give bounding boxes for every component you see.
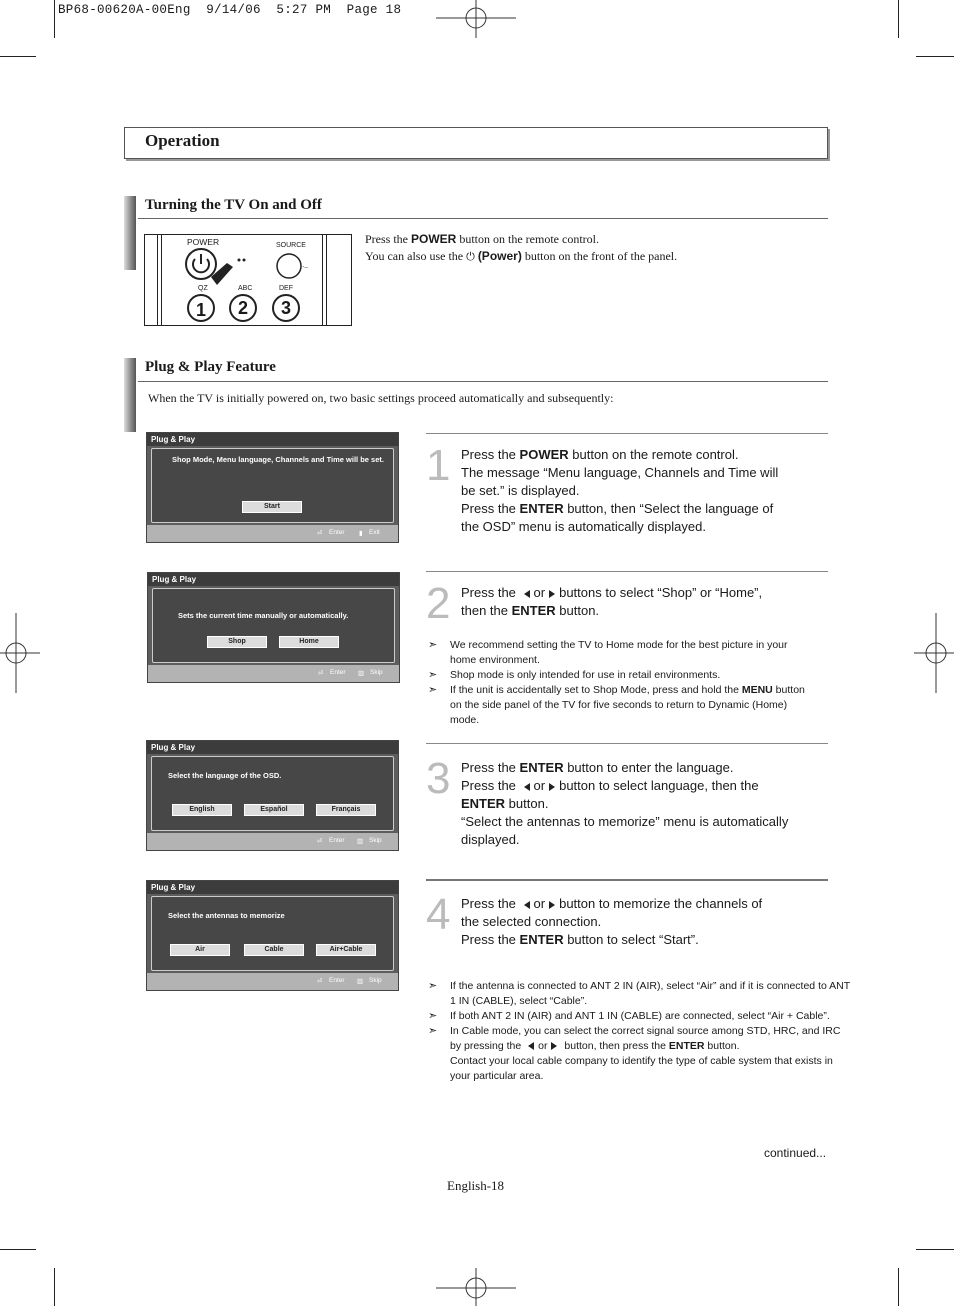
key1-sub: QZ xyxy=(198,285,208,292)
osd-screen-3 xyxy=(146,740,399,851)
note-arrow-icon: ➣ xyxy=(428,684,438,696)
key-1: 1 xyxy=(187,294,215,322)
osd-skip-label: Skip xyxy=(370,669,383,676)
section-rule xyxy=(138,218,828,219)
osd-message: Sets the current time manually or automatically. xyxy=(178,611,349,620)
crop-mark xyxy=(898,1268,899,1306)
crop-mark xyxy=(898,0,899,38)
step-4-notes: ➣ If the antenna is connected to ANT 2 IN (AIR), select “Air” and if it is connected to ANT 1 IN (CABLE), select “Cable”. ➣ If both ANT 2 IN (AIR) and ANT 1 IN (CABLE) are connected, select “Air + Cable”. ➣ In Cable mode, you can select the correct signal source among STD, HRC, and IRC by pressing the or button, then press the ENTER button. Contact your local cable company to identify the type of cable system that exists in your particular area. xyxy=(428,980,850,1082)
page-number: English-18 xyxy=(447,1178,505,1193)
osd-home-button: Home xyxy=(279,636,339,648)
section-header-bar xyxy=(124,127,828,159)
step-rule xyxy=(426,571,828,572)
turning-text: Press the POWER button on the remote control. You can also use the ⏻ (Power) button on the front of the panel. xyxy=(365,232,678,263)
registration-mark xyxy=(0,613,40,693)
osd-exit-label: Exit xyxy=(369,529,380,536)
key2-sub: ABC xyxy=(238,285,253,292)
step-2-text: Press the or buttons to select “Shop” or “Home”, then the ENTER button. xyxy=(461,585,763,618)
left-arrow-icon xyxy=(524,783,530,791)
osd-skip-label: Skip xyxy=(369,837,382,844)
osd-screen-2 xyxy=(147,572,400,683)
registration-mark xyxy=(436,1266,516,1306)
osd-header: Plug & Play xyxy=(148,573,399,586)
step-number-4: 4 xyxy=(426,890,451,939)
power-symbol-icon: ⏻ xyxy=(466,251,475,263)
note-arrow-icon: ➣ xyxy=(428,1025,438,1037)
key-3: 3 xyxy=(272,294,300,322)
crop-mark xyxy=(0,1249,36,1250)
step-2-notes: ➣ We recommend setting the TV to Home mode for the best picture in your home environment. ➣ Shop mode is only intended for use in retail environments. ➣ If the unit is accidentally set to Shop Mode, press and hold the MENU button on the side panel of the TV for five seconds to return to Dynamic (Home) mode. xyxy=(428,639,805,726)
osd-start-button: Start xyxy=(242,501,302,513)
enter-icon: ⏎ xyxy=(317,530,323,537)
power-label: POWER xyxy=(187,237,220,247)
osd-header: Plug & Play xyxy=(147,881,398,894)
osd-enter-label: Enter xyxy=(330,669,346,676)
svg-text:·–: ·– xyxy=(302,263,308,271)
step-number-1: 1 xyxy=(426,441,451,490)
left-arrow-icon xyxy=(528,1042,534,1050)
osd-enter-label: Enter xyxy=(329,977,345,984)
right-arrow-icon xyxy=(549,783,555,791)
osd-english-button: English xyxy=(172,804,232,816)
print-header: BP68-00620A-00Eng 9/14/06 5:27 PM Page 18 xyxy=(58,3,402,17)
continued-label: continued... xyxy=(764,1146,827,1160)
skip-icon: ▥ xyxy=(357,838,364,845)
osd-message: Select the antennas to memorize xyxy=(168,911,285,920)
step-number-2: 2 xyxy=(426,579,451,628)
plug-title: Plug & Play Feature xyxy=(145,359,276,375)
left-arrow-icon xyxy=(524,590,530,598)
turning-title: Turning the TV On and Off xyxy=(145,197,322,213)
section-rule xyxy=(138,381,828,382)
skip-icon: ▥ xyxy=(357,978,364,985)
key-2: 2 xyxy=(229,294,257,322)
step-4-text: Press the or button to memorize the channels of the selected connection. Press the ENTER button to select “Start”. xyxy=(461,896,763,947)
osd-skip-label: Skip xyxy=(369,977,382,984)
power-icon xyxy=(183,247,308,287)
crop-mark xyxy=(54,0,55,38)
osd-francais-button: Français xyxy=(316,804,376,816)
osd-header: Plug & Play xyxy=(147,741,398,754)
osd-message: Select the language of the OSD. xyxy=(168,771,282,780)
crop-mark xyxy=(0,56,36,57)
osd-espanol-button: Español xyxy=(244,804,304,816)
step-number-3: 3 xyxy=(426,754,451,803)
right-arrow-icon xyxy=(549,901,555,909)
osd-screen-1 xyxy=(146,432,399,543)
enter-icon: ⏎ xyxy=(317,978,323,985)
osd-enter-label: Enter xyxy=(329,529,345,536)
source-label: SOURCE xyxy=(276,242,306,249)
osd-air-cable-button: Air+Cable xyxy=(316,944,376,956)
crop-mark xyxy=(916,56,954,57)
step-rule xyxy=(426,879,828,881)
exit-icon: ▮ xyxy=(359,530,363,537)
osd-screen-4 xyxy=(146,880,399,991)
section-title: Operation xyxy=(145,131,220,150)
step-rule xyxy=(426,743,828,744)
enter-icon: ⏎ xyxy=(318,670,324,677)
osd-cable-button: Cable xyxy=(244,944,304,956)
crop-mark xyxy=(54,1268,55,1306)
section-bar xyxy=(124,358,136,432)
registration-mark xyxy=(914,613,954,693)
crop-mark xyxy=(916,1249,954,1250)
osd-enter-label: Enter xyxy=(329,837,345,844)
right-arrow-icon xyxy=(551,1042,557,1050)
osd-header: Plug & Play xyxy=(147,433,398,446)
osd-shop-button: Shop xyxy=(207,636,267,648)
step-rule xyxy=(426,433,828,434)
note-arrow-icon: ➣ xyxy=(428,639,438,651)
key3-sub: DEF xyxy=(279,285,293,292)
left-arrow-icon xyxy=(524,901,530,909)
step-1-text: Press the POWER button on the remote control. The message “Menu language, Channels and Time will be set.” is displayed. Press the ENTER button, then “Select the language of the OSD” menu is automatically displayed. xyxy=(461,447,779,534)
plug-intro: When the TV is initially powered on, two basic settings proceed automatically and subsequently: xyxy=(148,391,614,405)
enter-icon: ⏎ xyxy=(317,838,323,845)
step-3-text: Press the ENTER button to enter the language. Press the or button to select language, then the ENTER button. “Select the antennas to memorize” menu is automatically displayed. xyxy=(461,760,789,847)
osd-message: Shop Mode, Menu language, Channels and Time will be set. xyxy=(172,455,384,464)
note-arrow-icon: ➣ xyxy=(428,1010,438,1022)
osd-air-button: Air xyxy=(170,944,230,956)
skip-icon: ▥ xyxy=(358,670,365,677)
note-arrow-icon: ➣ xyxy=(428,980,438,992)
right-arrow-icon xyxy=(549,590,555,598)
remote-illustration xyxy=(144,234,352,326)
section-bar xyxy=(124,196,136,270)
note-arrow-icon: ➣ xyxy=(428,669,438,681)
registration-mark xyxy=(436,0,516,40)
